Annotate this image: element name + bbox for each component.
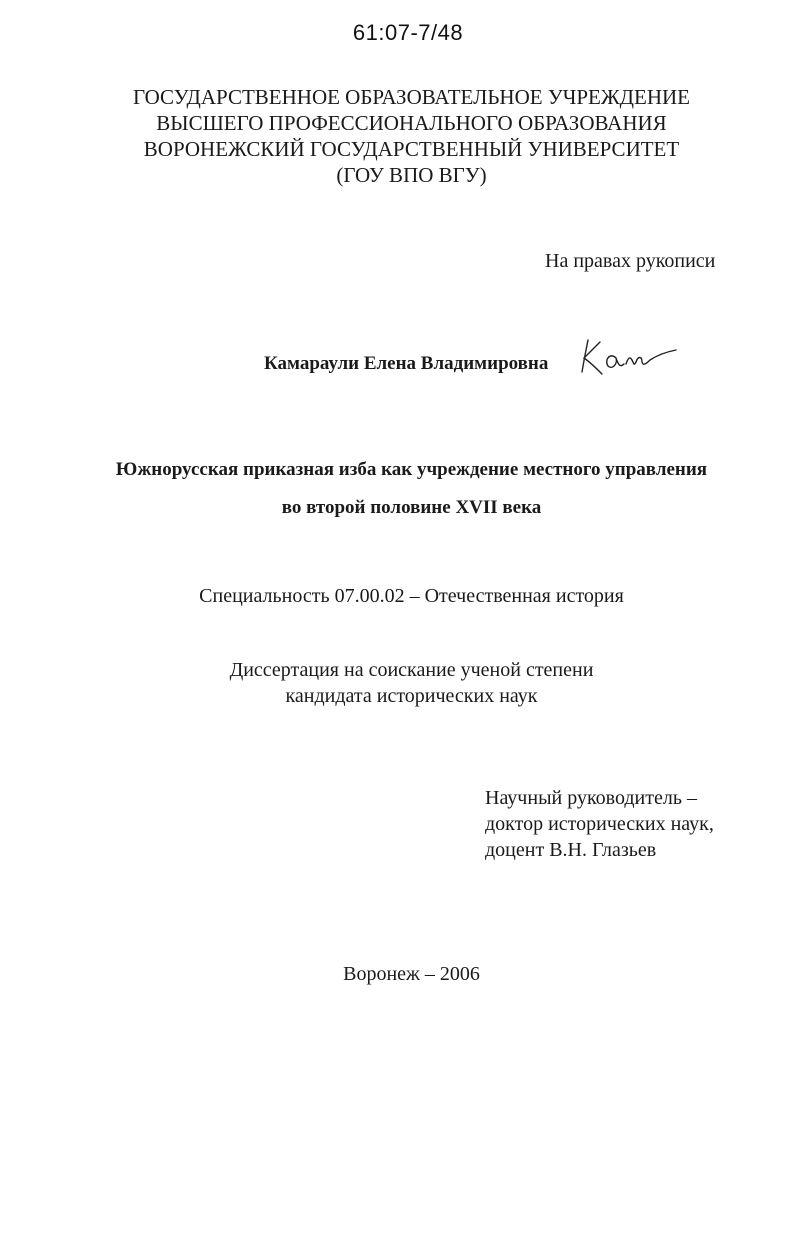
city-year: Воронеж – 2006 <box>343 963 480 985</box>
catalog-stamp: 61:07-7/48 <box>352 20 464 45</box>
institution-header <box>0 84 795 188</box>
institution-line: ГОСУДАРСТВЕННОЕ ОБРАЗОВАТЕЛЬНОЕ УЧРЕЖДЕНИЕ <box>133 85 690 109</box>
specialty: Специальность 07.00.02 – Отечественная история <box>199 585 624 607</box>
institution-line: ВЫСШЕГО ПРОФЕССИОНАЛЬНОГО ОБРАЗОВАНИЯ <box>156 111 667 135</box>
degree-statement <box>0 657 795 709</box>
supervisor-line: Научный руководитель – <box>485 787 697 809</box>
author-name: Камараули Елена Владимировна <box>264 353 549 374</box>
supervisor-line: доктор исторических наук, <box>485 813 714 835</box>
degree-line: кандидата исторических наук <box>285 685 538 707</box>
handwritten-signature <box>576 334 680 378</box>
supervisor-block <box>485 785 714 863</box>
institution-line: ВОРОНЕЖСКИЙ ГОСУДАРСТВЕННЫЙ УНИВЕРСИТЕТ <box>143 137 680 161</box>
supervisor-line: доцент В.Н. Глазьев <box>485 839 657 861</box>
degree-line: Диссертация на соискание ученой степени <box>229 659 594 681</box>
rights-note: На правах рукописи <box>545 250 716 272</box>
title-line: во второй половине XVII века <box>281 497 542 518</box>
dissertation-title <box>0 451 795 527</box>
institution-abbreviation: (ГОУ ВПО ВГУ) <box>336 163 487 187</box>
title-line: Южнорусская приказная изба как учреждение местного управления <box>115 459 708 480</box>
